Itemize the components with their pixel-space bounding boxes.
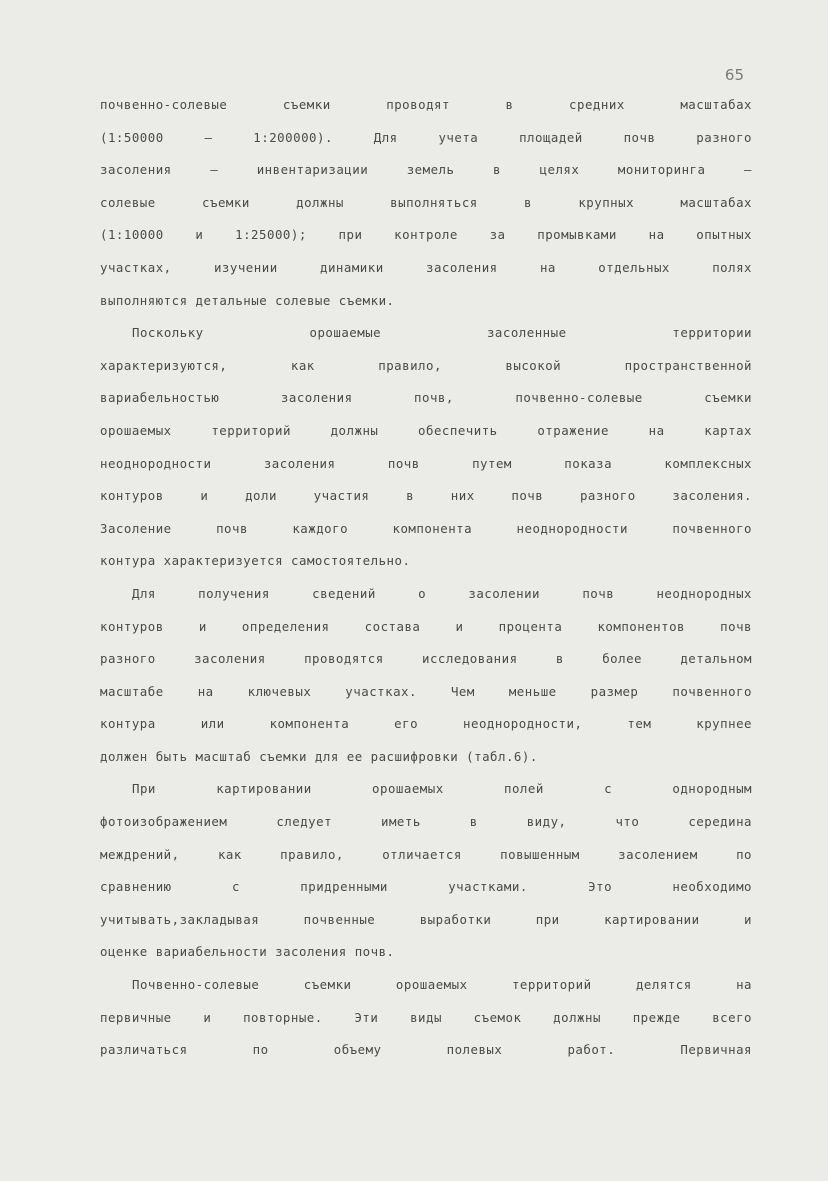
text-line: характеризуются, как правило, высокой пространственной [100, 357, 752, 373]
text-line: учитывать,закладывая почвенные выработки при картировании и [100, 911, 752, 927]
text-line: контура или компонента его неоднородности, тем крупнее [100, 716, 752, 732]
text-line: контуров и определения состава и процента компонентов почв [100, 618, 752, 634]
text-line: солевые съемки должны выполняться в крупных масштабах [100, 194, 752, 210]
text-line: Поскольку орошаемые засоленные территории [132, 325, 752, 341]
text-line: первичные и повторные. Эти виды съемок должны прежде всего [100, 1009, 752, 1025]
text-line: должен быть масштаб съемки для ее расшифровки (табл.6). [100, 748, 538, 764]
page-number: 65 [724, 66, 744, 84]
text-line: орошаемых территорий должны обеспечить отражение на картах [100, 422, 752, 438]
text-line: выполняются детальные солевые съемки. [100, 292, 395, 308]
text-line: Для получения сведений о засолении почв неоднородных [132, 585, 752, 601]
text-line: разного засоления проводятся исследования в более детальном [100, 651, 752, 667]
text-line: неоднородности засоления почв путем показа комплексных [100, 455, 752, 471]
text-line: засоления – инвентаризации земель в целях мониторинга – [100, 162, 752, 178]
text-line: (1:50000 – 1:200000). Для учета площадей почв разного [100, 129, 752, 145]
text-line: При картировании орошаемых полей с однородным [132, 781, 752, 797]
text-line: почвенно-солевые съемки проводят в средних масштабах [100, 97, 752, 112]
text-line: Почвенно-солевые съемки орошаемых территорий делятся на [132, 977, 752, 993]
text-line: фотоизображением следует иметь в виду, что середина [100, 814, 752, 830]
text-line: Засоление почв каждого компонента неоднородности почвенного [100, 520, 752, 536]
text-line: вариабельностью засоления почв, почвенно-солевые съемки [100, 390, 752, 406]
text-line: оценке вариабельности засоления почв. [100, 944, 395, 960]
text-line: контура характеризуется самостоятельно. [100, 553, 411, 569]
text-line: междрений, как правило, отличается повышенным засолением по [100, 846, 752, 862]
text-line: участках, изучении динамики засоления на отдельных полях [100, 259, 752, 275]
text-line: (1:10000 и 1:25000); при контроле за промывками на опытных [100, 227, 752, 243]
body-text [100, 89, 752, 1067]
text-line: контуров и доли участия в них почв разного засоления. [100, 488, 752, 504]
text-line: различаться по объему полевых работ. Первичная [100, 1042, 752, 1058]
text-line: масштабе на ключевых участках. Чем меньше размер почвенного [100, 683, 752, 699]
text-line: сравнению с придренными участками. Это необходимо [100, 879, 752, 895]
